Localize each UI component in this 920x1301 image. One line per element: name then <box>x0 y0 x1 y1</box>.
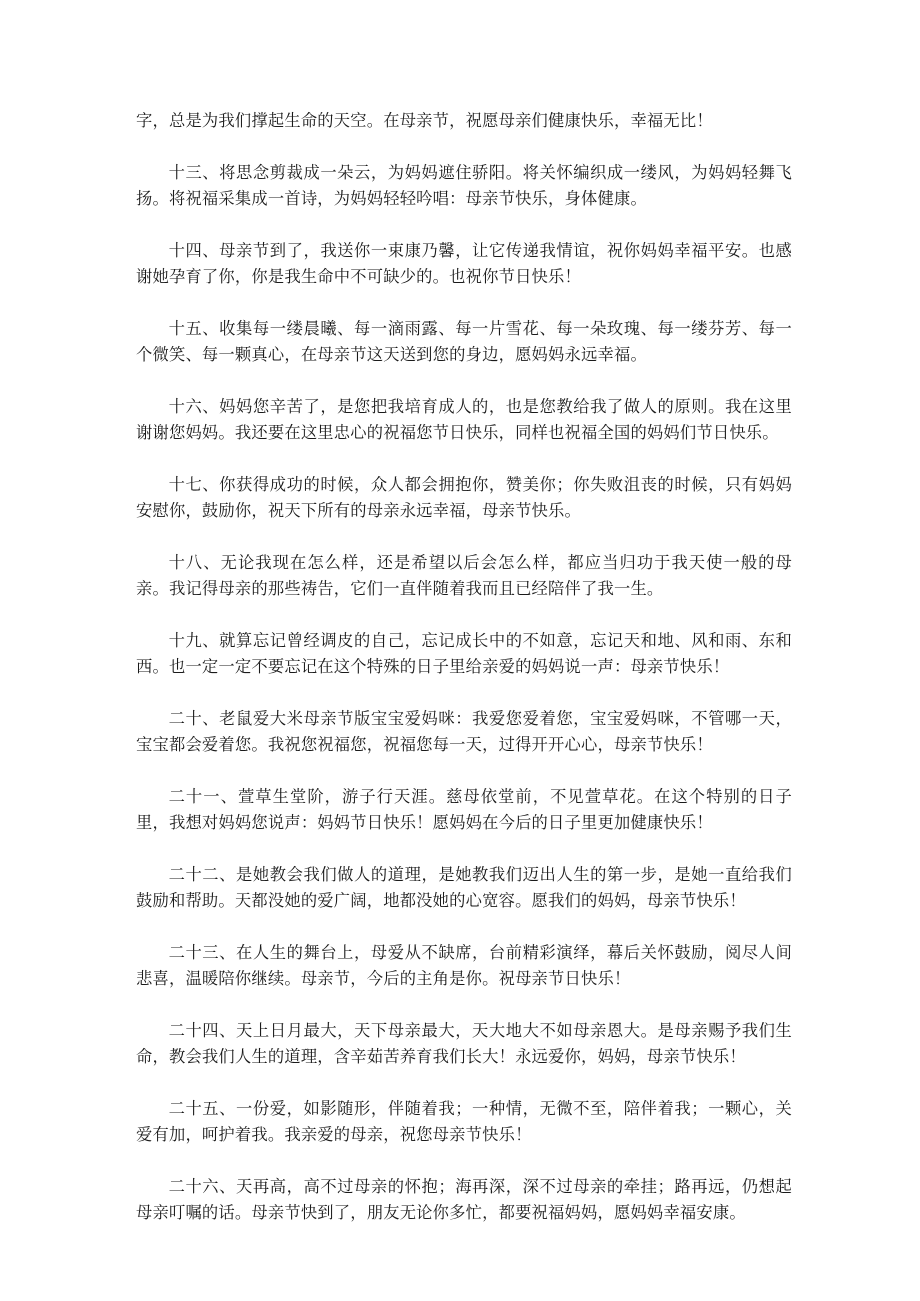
paragraph-21: 二十一、萱草生堂阶，游子行天涯。慈母依堂前，不见萱草花。在这个特别的日子里，我想对妈妈您说声：妈妈节日快乐！愿妈妈在今后的日子里更加健康快乐！ <box>136 787 792 832</box>
paragraph-continuation: 字，总是为我们撑起生命的天空。在母亲节，祝愿母亲们健康快乐，幸福无比！ <box>136 111 713 130</box>
paragraph-23: 二十三、在人生的舞台上，母爱从不缺席，台前精彩演绎，幕后关怀鼓励，阅尽人间悲喜，温暖陪你继续。母亲节，今后的主角是你。祝母亲节日快乐！ <box>136 943 792 988</box>
paragraph-24: 二十四、天上日月最大，天下母亲最大，天大地大不如母亲恩大。是母亲赐予我们生命，教会我们人生的道理，含辛茹苦养育我们长大！永远爱你，妈妈，母亲节快乐！ <box>136 1021 792 1066</box>
paragraph-25: 二十五、一份爱，如影随形，伴随着我；一种情，无微不至，陪伴着我；一颗心，关爱有加，呵护着我。我亲爱的母亲，祝您母亲节快乐！ <box>136 1099 792 1144</box>
document-body <box>136 108 792 1252</box>
paragraph-18: 十八、无论我现在怎么样，还是希望以后会怎么样，都应当归功于我天使一般的母亲。我记得母亲的那些祷告，它们一直伴随着我而且已经陪伴了我一生。 <box>136 553 792 598</box>
paragraph-19: 十九、就算忘记曾经调皮的自己，忘记成长中的不如意，忘记天和地、风和雨、东和西。也一定一定不要忘记在这个特殊的日子里给亲爱的妈妈说一声：母亲节快乐！ <box>136 631 792 676</box>
paragraph-15: 十五、收集每一缕晨曦、每一滴雨露、每一片雪花、每一朵玫瑰、每一缕芬芳、每一个微笑、每一颗真心，在母亲节这天送到您的身边，愿妈妈永远幸福。 <box>136 319 792 364</box>
paragraph-22: 二十二、是她教会我们做人的道理，是她教我们迈出人生的第一步，是她一直给我们鼓励和帮助。天都没她的爱广阔，地都没她的心宽容。愿我们的妈妈，母亲节快乐！ <box>136 865 792 910</box>
paragraph-16: 十六、妈妈您辛苦了，是您把我培育成人的，也是您教给我了做人的原则。我在这里谢谢您妈妈。我还要在这里忠心的祝福您节日快乐，同样也祝福全国的妈妈们节日快乐。 <box>136 397 792 442</box>
paragraph-26: 二十六、天再高，高不过母亲的怀抱；海再深，深不过母亲的牵挂；路再远，仍想起母亲叮嘱的话。母亲节快到了，朋友无论你多忙，都要祝福妈妈，愿妈妈幸福安康。 <box>136 1177 792 1222</box>
paragraph-14: 十四、母亲节到了，我送你一束康乃馨，让它传递我情谊，祝你妈妈幸福平安。也感谢她孕育了你，你是我生命中不可缺少的。也祝你节日快乐！ <box>136 241 792 286</box>
paragraph-17: 十七、你获得成功的时候，众人都会拥抱你，赞美你；你失败沮丧的时候，只有妈妈安慰你，鼓励你，祝天下所有的母亲永远幸福，母亲节快乐。 <box>136 475 792 520</box>
paragraph-20: 二十、老鼠爱大米母亲节版宝宝爱妈咪：我爱您爱着您，宝宝爱妈咪，不管哪一天，宝宝都会爱着您。我祝您祝福您，祝福您每一天，过得开开心心，母亲节快乐！ <box>136 709 792 754</box>
paragraph-13: 十三、将思念剪裁成一朵云，为妈妈遮住骄阳。将关怀编织成一缕风，为妈妈轻舞飞扬。将祝福采集成一首诗，为妈妈轻轻吟唱：母亲节快乐，身体健康。 <box>136 163 792 208</box>
